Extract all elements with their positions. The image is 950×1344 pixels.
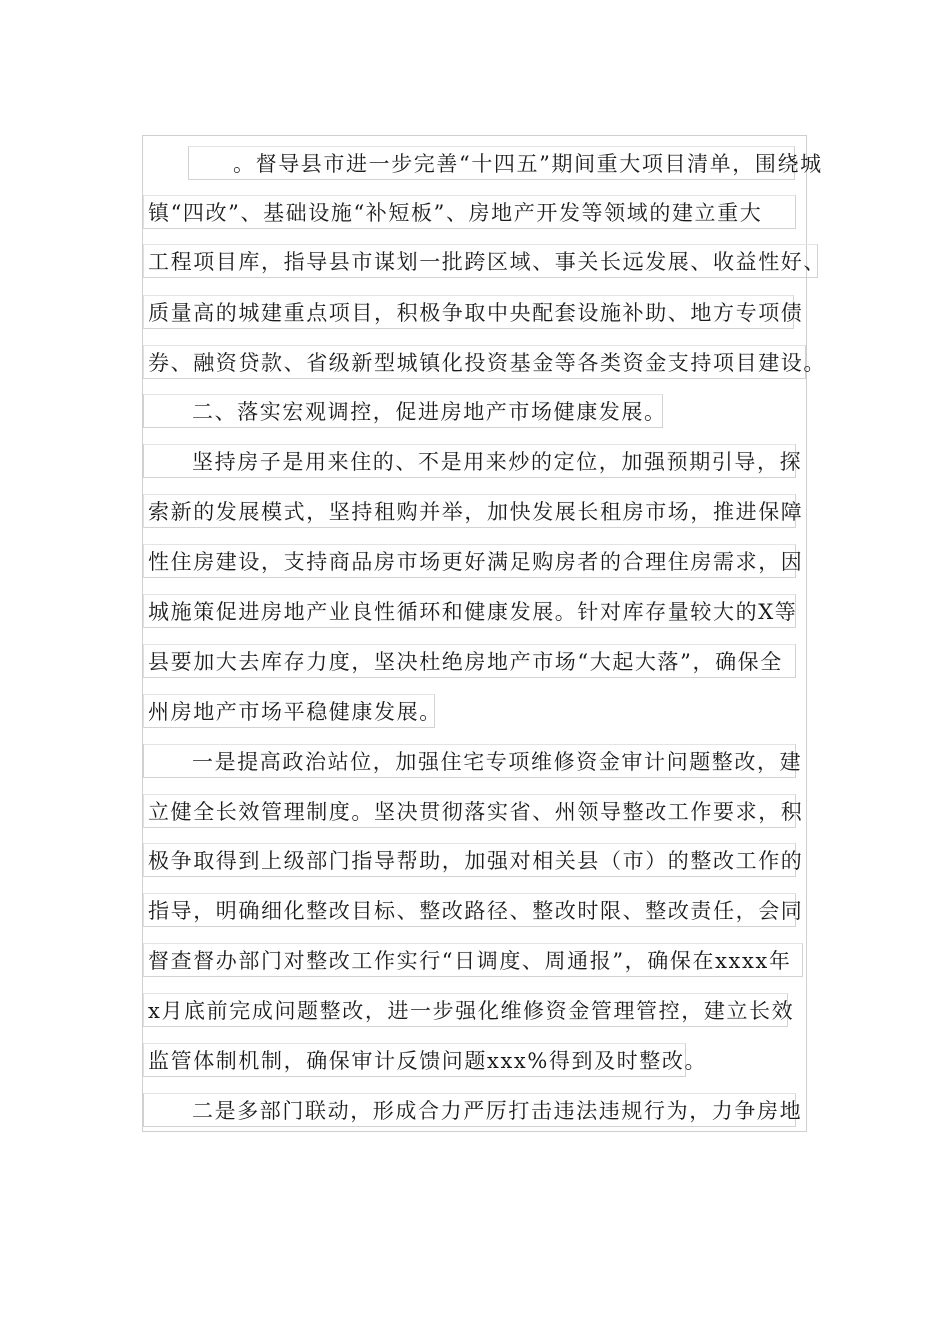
text-line-13: 一是提高政治站位，加强住宅专项维修资金审计问题整改，建 <box>143 744 796 778</box>
text-line-16: 指导，明确细化整改目标、整改路径、整改时限、整改责任，会同 <box>143 893 796 927</box>
text-line-8: 索新的发展模式，坚持租购并举，加快发展长租房市场，推进保障 <box>143 494 796 528</box>
text-line-20: 二是多部门联动，形成合力严厉打击违法违规行为，力争房地 <box>143 1093 796 1127</box>
text-line-19: 监管体制机制，确保审计反馈问题xxx%得到及时整改。 <box>143 1043 686 1077</box>
page-frame <box>142 135 807 1132</box>
text-line-5: 券、融资贷款、省级新型城镇化投资基金等各类资金支持项目建设。 <box>143 345 806 379</box>
text-line-3: 工程项目库，指导县市谋划一批跨区域、事关长远发展、收益性好、 <box>143 244 818 278</box>
text-line-10: 城施策促进房地产业良性循环和健康发展。针对库存量较大的X等 <box>143 594 796 628</box>
text-line-14: 立健全长效管理制度。坚决贯彻落实省、州领导整改工作要求，积 <box>143 794 796 828</box>
text-line-2: 镇“四改”、基础设施“补短板”、房地产开发等领域的建立重大 <box>143 195 796 229</box>
text-line-18: x月底前完成问题整改，进一步强化维修资金管理管控，建立长效 <box>143 993 788 1027</box>
text-line-7: 坚持房子是用来住的、不是用来炒的定位，加强预期引导，探 <box>143 444 796 478</box>
text-line-17: 督查督办部门对整改工作实行“日调度、周通报”，确保在xxxx年 <box>143 943 803 977</box>
text-line-12: 州房地产市场平稳健康发展。 <box>143 694 435 728</box>
text-line-1: 。督导县市进一步完善“十四五”期间重大项目清单，围绕城 <box>188 146 795 180</box>
section-heading: 二、落实宏观调控，促进房地产市场健康发展。 <box>143 394 663 428</box>
text-line-11: 县要加大去库存力度，坚决杜绝房地产市场“大起大落”，确保全 <box>143 644 796 678</box>
text-line-15: 极争取得到上级部门指导帮助，加强对相关县（市）的整改工作的 <box>143 843 796 877</box>
text-line-9: 性住房建设，支持商品房市场更好满足购房者的合理住房需求，因 <box>143 544 796 578</box>
text-line-4: 质量高的城建重点项目，积极争取中央配套设施补助、地方专项债 <box>143 295 794 329</box>
